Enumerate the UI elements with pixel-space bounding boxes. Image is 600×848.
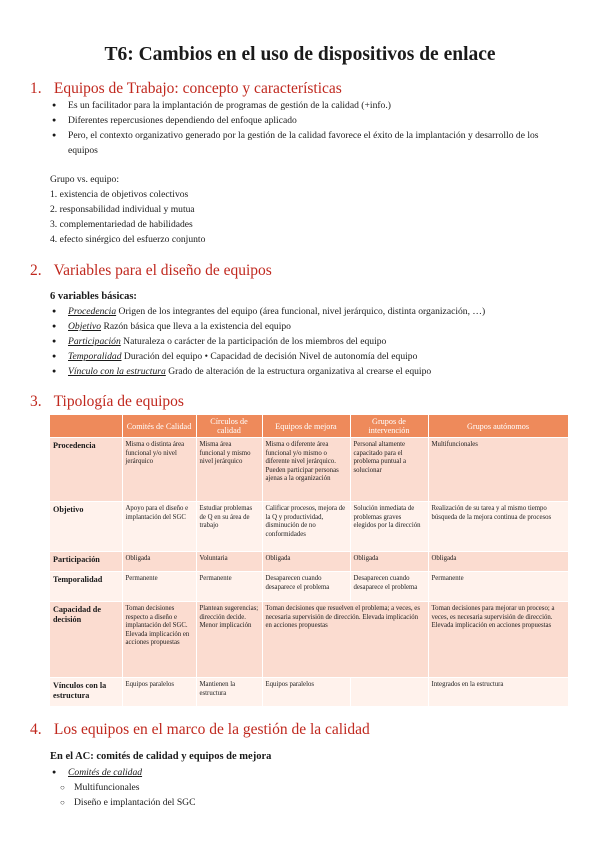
table-cell: Obligada [428, 552, 568, 572]
table-header-row [50, 415, 568, 438]
list-item: 3. complementariedad de habilidades [50, 219, 193, 230]
group-vs-team-list [50, 187, 205, 247]
section-1-heading [30, 80, 342, 98]
list-item: 1. existencia de objetivos colectivos [50, 189, 189, 200]
page-title: T6: Cambios en el uso de dispositivos de enlace [104, 44, 496, 65]
table-cell: Calificar procesos, mejora de la Q y productividad, disminución de no conformidades [262, 502, 350, 552]
section-2-heading [30, 262, 272, 280]
list-item: ○ Diseño e implantación del SGC [60, 795, 196, 810]
table-cell: Plantean sugerencias; dirección decide. Menor implicación [196, 602, 262, 678]
table-cell: Obligada [350, 552, 428, 572]
section-3-number: 3. [30, 393, 42, 410]
section-2-title: Variables para el diseño de equipos [53, 262, 272, 279]
section-4-bullets [52, 765, 452, 780]
table-cell: Permanente [196, 572, 262, 602]
section-4-heading [30, 721, 370, 739]
table-cell: Mantienen la estructura [196, 678, 262, 706]
row-header: Participación [50, 552, 122, 572]
list-item: ● Es un facilitador para la implantación de programas de gestión de la calidad (+info.) [52, 98, 564, 113]
list-item [52, 364, 572, 379]
table-row [50, 552, 568, 572]
variable-desc: Duración del equipo • Capacidad de decisión Nivel de autonomía del equipo [121, 351, 418, 362]
section-4-subheading: En el AC: comités de calidad y equipos de mejora [50, 751, 272, 762]
section-4-number: 4. [30, 721, 42, 738]
variables-list [52, 304, 572, 379]
variable-desc: Origen de los integrantes del equipo (área funcional, nivel jerárquico, distinta organización, …) [116, 306, 486, 317]
row-header: Procedencia [50, 438, 122, 502]
table-cell: Obligada [122, 552, 196, 572]
list-item [52, 349, 572, 364]
column-header: Círculos de calidad [196, 415, 262, 438]
list-item: 2. responsabilidad individual y mutua [50, 204, 195, 215]
table-cell: Realización de su tarea y al mismo tiempo búsqueda de la mejora continua de procesos [428, 502, 568, 552]
section-3-title: Tipología de equipos [53, 393, 184, 410]
table-row [50, 572, 568, 602]
list-item: 4. efecto sinérgico del esfuerzo conjunto [50, 234, 206, 245]
bullet-term: Comités de calidad [68, 767, 143, 778]
table-cell [350, 678, 428, 706]
list-item [52, 304, 572, 319]
table-cell: Solución inmediata de problemas graves elegidos por la dirección [350, 502, 428, 552]
table-cell: Apoyo para el diseño e implantación del SGC [122, 502, 196, 552]
variable-desc: Naturaleza o carácter de la participación de los miembros del equipo [120, 336, 387, 347]
table-cell: Toman decisiones que resuelven el problema; a veces, es necesaria supervisión de dirección. Elevada implicación en acciones propuestas [262, 602, 428, 678]
table-cell: Integrados en la estructura [428, 678, 568, 706]
variable-desc: Grado de alteración de la estructura organizativa al crearse el equipo [165, 366, 432, 377]
table-cell: Equipos paralelos [262, 678, 350, 706]
table-row [50, 438, 568, 502]
section-3-heading [30, 393, 184, 411]
table-cell: Misma o diferente área funcional y/o mismo o diferente nivel jerárquico. Pueden participar personas ajenas a la organización [262, 438, 350, 502]
table-row [50, 502, 568, 552]
table-cell: Misma o distinta área funcional y/o nivel jerárquico [122, 438, 196, 502]
row-header: Objetivo [50, 502, 122, 552]
section-4-title: Los equipos en el marco de la gestión de la calidad [53, 721, 370, 738]
table-cell: Personal altamente capacitado para el problema puntual a solucionar [350, 438, 428, 502]
section-2-number: 2. [30, 262, 42, 279]
table-cell: Toman decisiones respecto a diseño e implantación del SGC. Elevada implicación en acciones propuestas [122, 602, 196, 678]
list-item: ● Pero, el contexto organizativo generado por la gestión de la calidad favorece el éxito de la implantación y desarrollo de los equipos [52, 128, 564, 158]
row-header: Vínculos con la estructura [50, 678, 122, 706]
variable-desc: Razón básica que lleva a la existencia del equipo [101, 321, 291, 332]
section-1-title: Equipos de Trabajo: concepto y características [53, 80, 342, 97]
table-cell: Permanente [428, 572, 568, 602]
list-item [52, 334, 572, 349]
column-header: Grupos de intervención [350, 415, 428, 438]
variable-term: Procedencia [68, 306, 117, 317]
table-cell: Misma área funcional y mismo nivel jerárquico [196, 438, 262, 502]
column-header: Comités de Calidad [122, 415, 196, 438]
table-cell: Toman decisiones para mejorar un proceso; a veces, es necesaria supervisión de dirección. Elevada implicación en acciones propuestas [428, 602, 568, 678]
column-header: Grupos autónomos [428, 415, 568, 438]
list-item: ○ Multifuncionales [60, 780, 196, 795]
list-item: ● Diferentes repercusiones dependiendo del enfoque aplicado [52, 113, 564, 128]
row-header: Temporalidad [50, 572, 122, 602]
table-cell: Voluntaria [196, 552, 262, 572]
table-cell: Equipos paralelos [122, 678, 196, 706]
list-item [52, 319, 572, 334]
row-header: Capacidad de decisión [50, 602, 122, 678]
table-cell: Estudiar problemas de Q en su área de trabajo [196, 502, 262, 552]
table-cell: Permanente [122, 572, 196, 602]
section-4-subitems [60, 780, 196, 810]
variable-term: Objetivo [68, 321, 102, 332]
column-header [50, 415, 122, 438]
variable-term: Participación [68, 336, 121, 347]
typology-table [50, 415, 569, 706]
table-cell: Multifuncionales [428, 438, 568, 502]
table-row [50, 678, 568, 706]
section-1-bullets [52, 98, 564, 158]
table-cell: Desaparecen cuando desaparece el problema [350, 572, 428, 602]
section-1-number: 1. [30, 80, 42, 97]
column-header: Equipos de mejora [262, 415, 350, 438]
table-row [50, 602, 568, 678]
group-vs-team-label: Grupo vs. equipo: [50, 174, 120, 185]
table-cell: Obligada [262, 552, 350, 572]
variable-term: Vínculo con la estructura [68, 366, 166, 377]
table-cell: Desaparecen cuando desaparece el problema [262, 572, 350, 602]
variables-subheading: 6 variables básicas: [50, 291, 137, 302]
variable-term: Temporalidad [68, 351, 122, 362]
list-item [52, 765, 452, 780]
